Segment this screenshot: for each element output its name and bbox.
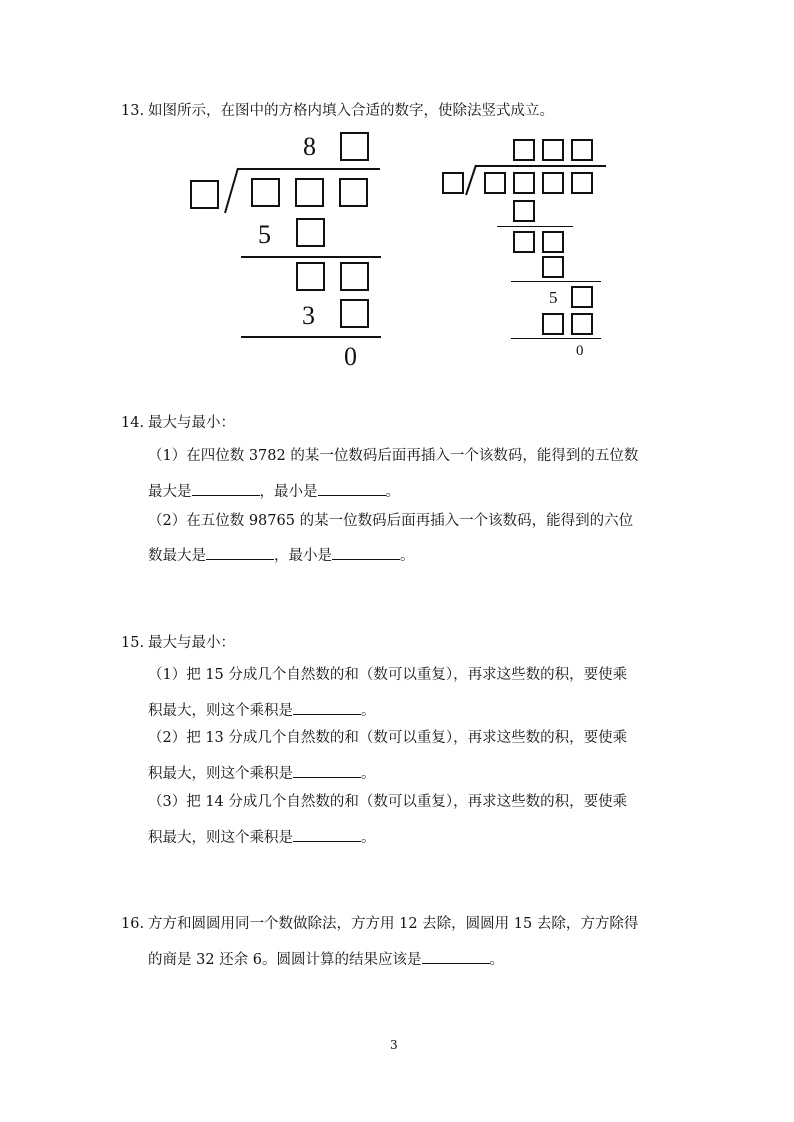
quotient-box-3 [571,139,593,161]
period: 。 [361,830,376,846]
division-bar [476,165,606,167]
label: 的商是 32 还余 6。圆圆计算的结果应该是 [148,952,422,968]
answer-blank[interactable] [422,949,490,964]
remainder-digit: 0 [576,343,584,359]
dividend-box-1 [484,172,506,194]
period: 。 [489,952,505,968]
blank-box [571,313,593,335]
q15-part3-line2 [148,827,376,846]
subtract-line-2 [241,336,381,338]
answer-blank[interactable] [192,481,260,496]
label: 数最大是 [148,548,206,564]
q15-part1-line2 [148,700,376,719]
quotient-box-2 [542,139,564,161]
q14-part1-line1: （1）在四位数 3782 的某一位数码后面再插入一个该数码，能得到的五位数 [148,448,639,464]
answer-blank[interactable] [206,545,274,560]
period: 。 [400,548,415,564]
dividend-box-1 [251,178,280,207]
q15-part1-line1: （1）把 15 分成几个自然数的和（数可以重复），再求这些数的积，要使乘 [148,667,628,683]
division-bar [237,168,380,170]
label: 最大是 [148,484,192,500]
label: ，最小是 [259,484,318,500]
subtract-line-1 [241,256,381,258]
period: 。 [361,703,376,719]
subtract-line-3 [511,338,601,339]
blank-box [542,313,564,335]
q16-line2 [148,949,504,968]
division-bracket [464,164,478,196]
blank-box [296,262,325,291]
product2-digit: 3 [302,301,315,330]
label: 积最大，则这个乘积是 [148,766,293,782]
divisor-box [190,180,219,209]
dividend-box-4 [571,172,593,194]
blank-box [513,231,535,253]
blank-box [542,256,564,278]
blank-box [542,231,564,253]
q15-part3-line1: （3）把 14 分成几个自然数的和（数可以重复），再求这些数的积，要使乘 [148,794,628,810]
period: 。 [385,484,400,500]
q16-number: 16. [121,916,145,932]
blank-box [340,132,369,161]
dividend-box-2 [513,172,535,194]
q15-number: 15. [121,635,145,651]
answer-blank[interactable] [332,545,400,560]
label: 积最大，则这个乘积是 [148,703,293,719]
q13-number: 13. [121,103,145,119]
dividend-box-3 [542,172,564,194]
q15-title: 最大与最小： [148,635,235,651]
answer-blank[interactable] [318,481,386,496]
blank-box [340,262,369,291]
blank-box [296,218,325,247]
product1-digit: 5 [258,220,271,249]
label: ，最小是 [274,548,332,564]
period: 。 [361,766,376,782]
product2-digit: 5 [549,288,558,307]
blank-box [571,286,593,308]
remainder-digit: 0 [344,342,357,371]
q14-part1-line2 [148,481,400,500]
q13-text: 如图所示，在图中的方格内填入合适的数字，使除法竖式成立。 [148,103,554,119]
quotient-digit: 8 [303,132,316,161]
blank-box [340,299,369,328]
q16-line1: 方方和圆圆用同一个数做除法，方方用 12 去除，圆圆用 15 去除，方方除得 [148,916,639,932]
q14-part2-line1: （2）在五位数 98765 的某一位数码后面再插入一个该数码，能得到的六位 [148,513,634,529]
q15-part2-line1: （2）把 13 分成几个自然数的和（数可以重复），再求这些数的积，要使乘 [148,730,628,746]
q14-part2-line2 [148,545,415,564]
quotient-box-1 [513,139,535,161]
subtract-line-1 [497,226,573,227]
blank-box [513,200,535,222]
answer-blank[interactable] [293,827,361,842]
q14-title: 最大与最小： [148,415,235,431]
dividend-box-3 [339,178,368,207]
divisor-box [442,172,464,194]
answer-blank[interactable] [293,700,361,715]
q15-part2-line2 [148,763,376,782]
answer-blank[interactable] [293,763,361,778]
label: 积最大，则这个乘积是 [148,830,293,846]
division-bracket [222,167,240,215]
q14-number: 14. [121,415,145,431]
subtract-line-2 [511,281,601,282]
page-number: 3 [390,1038,398,1052]
dividend-box-2 [295,178,324,207]
